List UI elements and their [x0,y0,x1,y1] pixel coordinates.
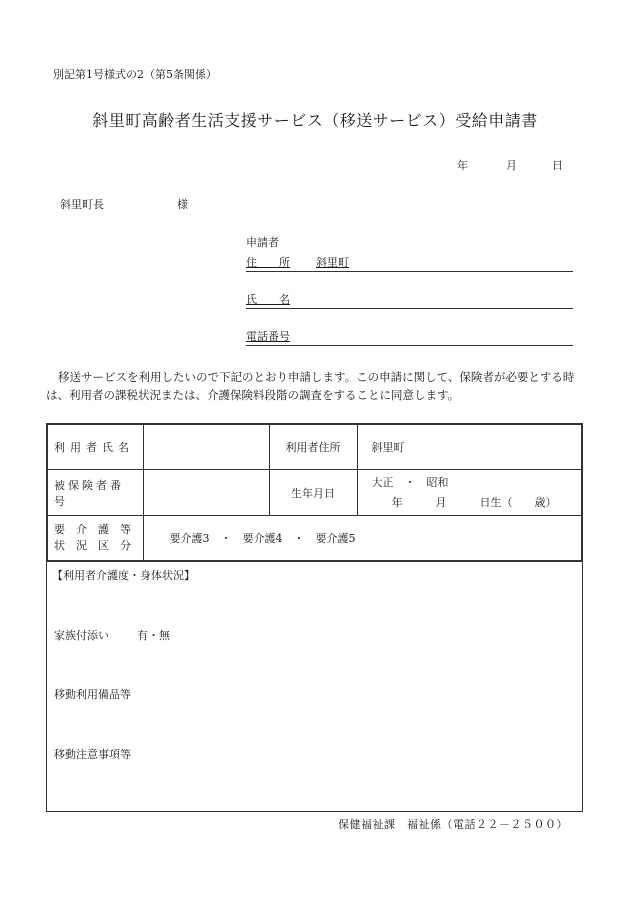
date-day: 日 [552,159,563,172]
form-reference: 別記第1号様式の2（第5条関係） [53,68,217,81]
user-name-field[interactable] [143,424,269,470]
care-status-box[interactable] [46,562,583,812]
user-address-value: 斜里町 [371,441,405,454]
era-options: 大正 ・ 昭和 [371,475,449,489]
birthdate-label: 生年月日 [269,470,357,516]
user-name-label: 利用者氏名 [47,424,143,470]
user-address-field[interactable] [357,424,582,470]
care-level-options[interactable]: 要介護3 ・ 要介護4 ・ 要介護5 [143,516,582,562]
precautions-label: 移動注意事項等 [54,748,131,761]
birthdate-field[interactable] [357,470,582,516]
family-attendance-options[interactable]: 有・無 [137,629,170,642]
date-year: 年 [457,159,468,172]
equipment-label: 移動利用備品等 [54,688,131,701]
application-table [46,423,583,562]
address-label: 住 所 [246,256,290,269]
phone-label: 電話番号 [246,330,290,343]
contact-footer: 保健福祉課 福祉係（電話２２－２５００） [338,818,568,831]
name-label: 氏 名 [246,293,290,306]
page-title: 斜里町高齢者生活支援サービス（移送サービス）受給申請書 [92,111,538,130]
care-status-heading: 【利用者介護度・身体状況】 [52,569,195,582]
care-level-label: 要 介 護 等 状 況 区 分 [47,516,143,562]
applicant-address-field[interactable] [246,257,573,272]
user-address-label: 利用者住所 [269,424,357,470]
family-attendance-label: 家族付添い [54,629,109,642]
insured-number-field[interactable] [143,470,269,516]
insured-number-label: 被保険者番号 [47,470,143,516]
date-month: 月 [506,159,517,172]
address-value: 斜里町 [316,256,349,269]
birth-date-line: 年 月 日生（ 歳） [391,495,557,509]
consent-statement: 移送サービスを利用したいので下記のとおり申請します。この申請に関して、保険者が必要とする時は、利用者の課税状況または、介護保険料段階の調査をすることに同意します。 [46,370,575,402]
applicant-heading: 申請者 [246,236,279,249]
applicant-name-field[interactable] [246,294,573,309]
addressee-name: 斜里町長 [60,198,104,211]
applicant-phone-field[interactable] [246,331,573,346]
addressee-honorific: 様 [177,198,188,211]
